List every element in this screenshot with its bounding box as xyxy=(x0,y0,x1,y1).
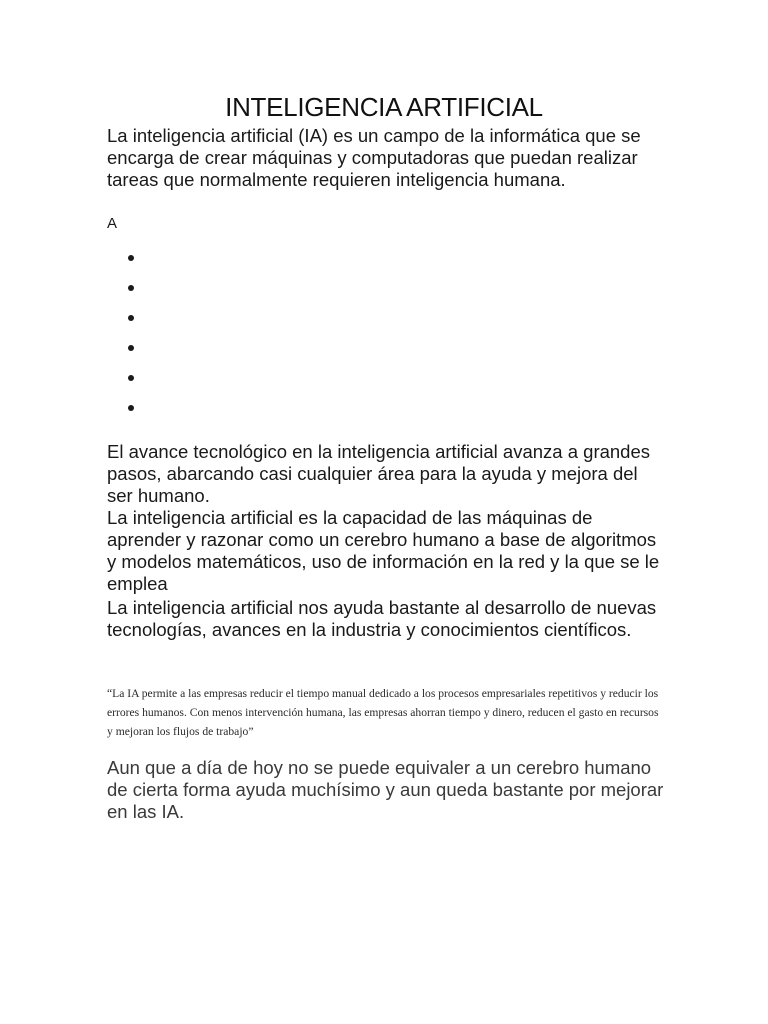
bullet-dot xyxy=(128,405,134,411)
body-paragraph: El avance tecnológico en la inteligencia artificial avanza a grandes pasos, abarcando casi cualquier área para la ayuda y mejora del ser humano. xyxy=(107,441,651,506)
body-paragraph: La inteligencia artificial es la capacidad de las máquinas de aprender y razonar como un cerebro humano a base de algoritmos y modelos matemáticos, uso de información en la red y la que se le emplea xyxy=(107,507,660,594)
intro-paragraph: La inteligencia artificial (IA) es un campo de la informática que se encarga de crear máquinas y computadoras que puedan realizar tareas que normalmente requieren inteligencia humana. xyxy=(107,125,641,190)
bullet-dot xyxy=(128,315,134,321)
section-letter: A xyxy=(107,215,118,232)
closing-paragraph: Aun que a día de hoy no se puede equivaler a un cerebro humano de cierta forma ayuda muchísimo y aun queda bastante por mejorar en las IA. xyxy=(107,757,664,822)
quote-block: “La IA permite a las empresas reducir el tiempo manual dedicado a los procesos empresariales repetitivos y reducir los errores humanos. Con menos intervención humana, las empresas ahorran tiempo y dinero, reducen el gasto en recursos y mejoran los flujos de trabajo” xyxy=(107,687,659,738)
bullet-dot xyxy=(128,345,134,351)
bullet-dot xyxy=(128,255,134,261)
bullet-dot xyxy=(128,285,134,291)
document-title: INTELIGENCIA ARTIFICIAL xyxy=(225,92,543,122)
body-paragraph: La inteligencia artificial nos ayuda bastante al desarrollo de nuevas tecnologías, avances en la industria y conocimientos científicos. xyxy=(107,597,657,640)
bullet-dot xyxy=(128,375,134,381)
